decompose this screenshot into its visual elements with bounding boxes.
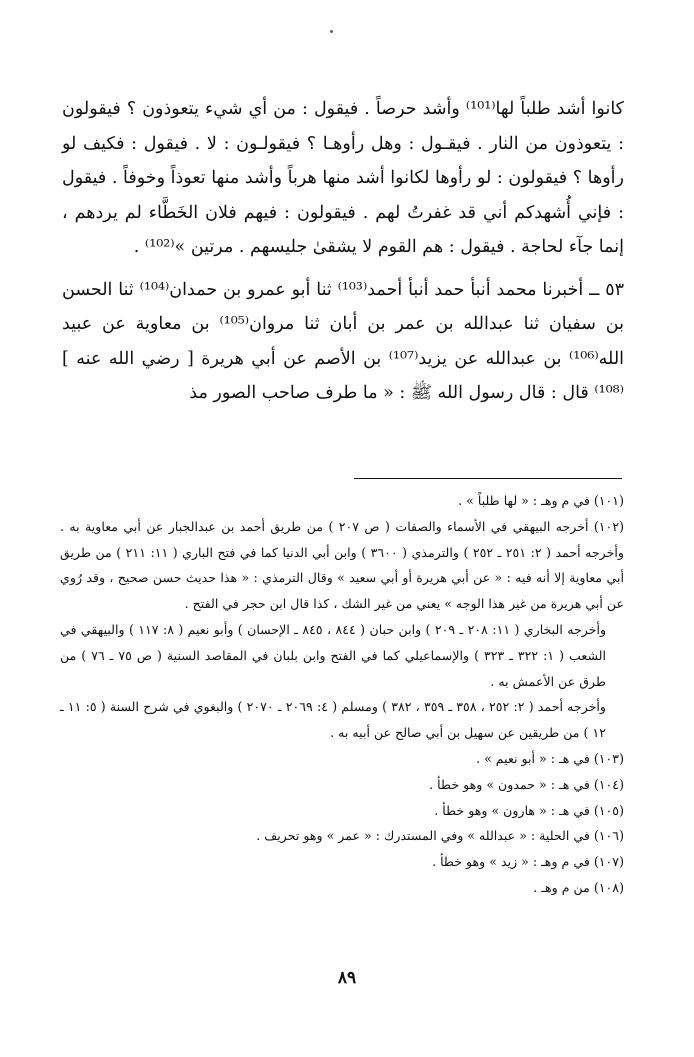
main-paragraph-1: كانوا أشد طلباً لها⁽¹⁰¹⁾ وأشد حرصاً . فيقول : من أي شيء يتعوذون ؟ فيقولون : يتعوذون من النار . فيقـول : وهل رأوهـا ؟ فيقولـون : لا . فيقول : فكيف لو رأوها ؟ فيقولون : لو رأوها لكانوا أشد منها هرباً وأشد منها تعوذاً وخوفاً . فيقول : فإني أُشهدكم أني قد غفرتُ لهم . فيقولون : فيهم فلان الخَطَّاء لم يردهم ، إنما جآء لحاجة . فيقول : هم القوم لا يشقىٰ جليسهم . مرتين »⁽¹⁰²⁾ . [62, 99, 624, 257]
footnote-104: (١٠٤) في هـ : « حمدون » وهو خطأ . [429, 776, 624, 792]
footnote-108: (١٠٨) من م وهـ . [533, 879, 624, 895]
footnote-102-continuation-2: وأخرجه أحمد ( ٢: ٢٥٢ ، ٣٥٨ ـ ٣٥٩ ، ٣٨٢ ) ومسلم ( ٤: ٢٠٦٩ ـ ٢٠٧٠ ) والبغوي في شرح السنة ( ٥: ١١ ـ ١٢ ) من طريقين عن سهيل بن أبي صالح عن أبيه به . [60, 699, 607, 741]
footnote-103: (١٠٣) في هـ : « أبو نعيم » . [476, 750, 624, 766]
footnote-105: (١٠٥) في هـ : « هارون » وهو خطأ . [434, 802, 624, 818]
footnote-102-continuation-1: وأخرجه البخاري ( ١١: ٢٠٨ ـ ٢٠٩ ) وابن حبان ( ٨٤٤ ، ٨٤٥ ـ الإحسان ) وأبو نعيم ( ٨: ١١٧ ) والبيهقي في الشعب ( ١: ٣٢٢ ـ ٣٢٣ ) والإسماعيلي كما في الفتح وابن بلبان في المقاصد السنية ( ص ٧٥ ـ ٧٦ ) من طرق عن الأعمش به . [60, 621, 607, 689]
footnote-107: (١٠٧) في م وهـ : « زيد » وهو خطأ . [432, 854, 624, 870]
footnote-separator-rule [354, 478, 622, 479]
footnote-101: (١٠١) في م وهـ : « لها طلباً » . [458, 493, 624, 508]
footnotes-block [60, 488, 624, 901]
footnote-106: (١٠٦) في الحلية : « عبدالله » وفي المستدرك : « عمر » وهو تحريف . [256, 828, 624, 844]
page-speck [330, 30, 333, 33]
page-number: ٨٩ [337, 968, 357, 988]
footnote-102: (١٠٢) أخرجه البيهقي في الأسماء والصفات ( ص ٢٠٧ ) من طريق أحمد بن عبدالجبار عن أبي معاوية به . وأخرجه أحمد ( ٢: ٢٥١ ـ ٢٥٢ ) والترمذي ( ٣٦٠٠ ) وابن أبي الدنيا كما في فتح الباري ( ١١: ٢١١ ) من طريق أبي معاوية إلا أنه فيه : « عن أبي هريرة أو أبي سعيد » وقال الترمذي : « هذا حديث حسن صحيح ، وقد رُوي عن أبي هريرة من غير هذا الوجه » يعني من غير الشك ، كذا قال ابن حجر في الفتح . [60, 518, 625, 612]
main-text-block [62, 92, 624, 411]
main-paragraph-2: ٥٣ ــ أخبرنا محمد أنبأ حمد أنبأ أحمد⁽¹⁰³⁾ ثنا أبو عمرو بن حمدان⁽¹⁰⁴⁾ ثنا الحسن بن سفيان ثنا عبدالله بن عمر بن أبان ثنا مروان⁽¹⁰⁵⁾ بن معاوية عن عبيد الله⁽¹⁰⁶⁾ بن عبدالله عن يزيد⁽¹⁰⁷⁾ بن الأصم عن أبي هريرة [ رضي الله عنه ]⁽¹⁰⁸⁾ قال : قال رسول الله ﷺ : « ما طرف صاحب الصور مذ [62, 279, 625, 403]
